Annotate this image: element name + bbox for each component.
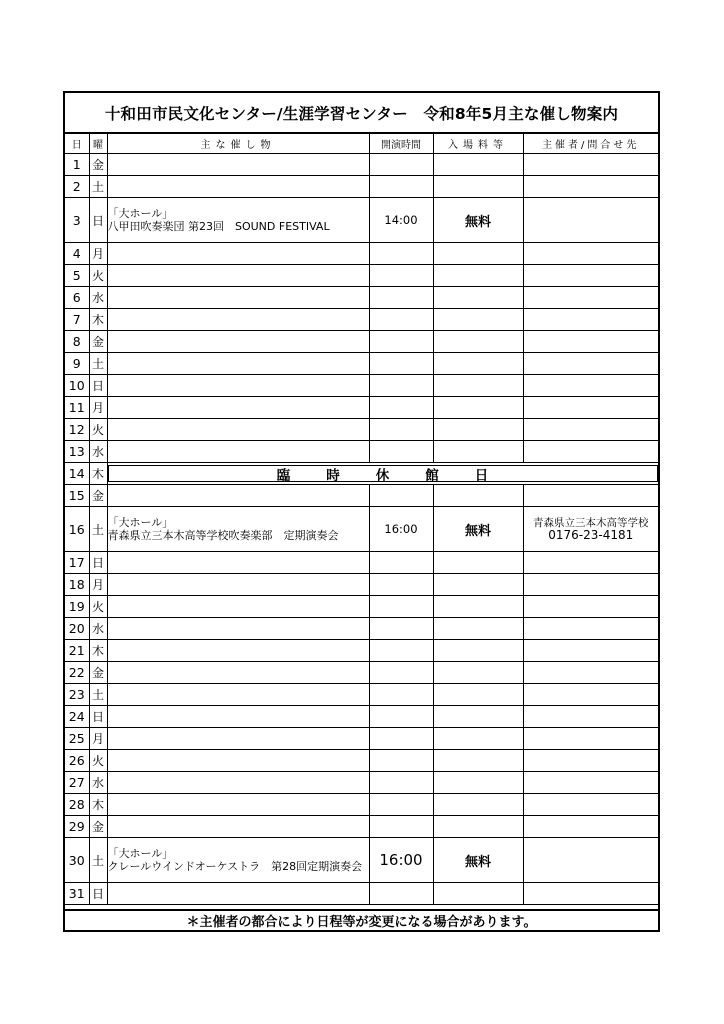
fee-cell bbox=[433, 618, 523, 640]
weekday-cell: 日 bbox=[89, 883, 107, 905]
header-time: 開演時間 bbox=[369, 134, 433, 154]
time-cell bbox=[369, 287, 433, 309]
table-row bbox=[65, 375, 658, 397]
event-title: クレールウインドオーケストラ 第28回定期演奏会 bbox=[107, 860, 363, 873]
organizer-cell bbox=[523, 662, 658, 684]
weekday-cell: 土 bbox=[89, 684, 107, 706]
table-row bbox=[65, 838, 658, 883]
time-cell bbox=[369, 176, 433, 198]
event-cell bbox=[107, 618, 369, 640]
schedule-table bbox=[65, 133, 658, 905]
organizer-cell bbox=[523, 243, 658, 265]
fee-cell bbox=[433, 176, 523, 198]
weekday-cell: 金 bbox=[89, 331, 107, 353]
fee-cell bbox=[433, 574, 523, 596]
time-cell bbox=[369, 684, 433, 706]
event-cell bbox=[107, 419, 369, 441]
organizer-cell bbox=[523, 640, 658, 662]
table-row bbox=[65, 441, 658, 463]
fee-cell bbox=[433, 331, 523, 353]
time-cell bbox=[369, 794, 433, 816]
fee-cell bbox=[433, 883, 523, 905]
organizer-cell bbox=[523, 883, 658, 905]
time-cell bbox=[369, 397, 433, 419]
fee-cell bbox=[433, 154, 523, 176]
table-row bbox=[65, 662, 658, 684]
table-row bbox=[65, 198, 658, 243]
fee-cell bbox=[433, 640, 523, 662]
day-cell: 26 bbox=[65, 750, 89, 772]
table-row bbox=[65, 794, 658, 816]
time-cell bbox=[369, 816, 433, 838]
time-cell bbox=[369, 640, 433, 662]
table-row bbox=[65, 750, 658, 772]
weekday-cell: 月 bbox=[89, 574, 107, 596]
fee-cell bbox=[433, 816, 523, 838]
event-venue: 「大ホール」 bbox=[107, 207, 174, 220]
table-row bbox=[65, 684, 658, 706]
organizer-cell bbox=[523, 596, 658, 618]
table-row bbox=[65, 265, 658, 287]
event-cell bbox=[107, 331, 369, 353]
organizer-cell bbox=[523, 728, 658, 750]
time-cell bbox=[369, 596, 433, 618]
fee-cell: 無料 bbox=[433, 507, 523, 552]
weekday-cell: 木 bbox=[89, 463, 107, 485]
organizer-cell bbox=[523, 287, 658, 309]
day-cell: 28 bbox=[65, 794, 89, 816]
table-row bbox=[65, 728, 658, 750]
fee-cell: 無料 bbox=[433, 838, 523, 883]
closed-notice-cell bbox=[107, 463, 658, 485]
organizer-cell bbox=[523, 419, 658, 441]
time-cell bbox=[369, 772, 433, 794]
event-cell bbox=[107, 353, 369, 375]
event-cell bbox=[107, 574, 369, 596]
day-cell: 7 bbox=[65, 309, 89, 331]
day-cell: 3 bbox=[65, 198, 89, 243]
event-cell bbox=[107, 772, 369, 794]
fee-cell bbox=[433, 265, 523, 287]
time-cell bbox=[369, 419, 433, 441]
time-cell bbox=[369, 309, 433, 331]
time-cell bbox=[369, 485, 433, 507]
organizer-cell bbox=[523, 552, 658, 574]
footer-note: ＊主催者の都合により日程等が変更になる場合があります。 bbox=[65, 909, 658, 930]
weekday-cell: 月 bbox=[89, 397, 107, 419]
table-row bbox=[65, 485, 658, 507]
event-cell bbox=[107, 154, 369, 176]
header-fee: 入場料等 bbox=[433, 134, 523, 154]
table-row bbox=[65, 463, 658, 485]
organizer-cell bbox=[523, 353, 658, 375]
fee-cell bbox=[433, 772, 523, 794]
organizer-cell bbox=[523, 684, 658, 706]
weekday-cell: 月 bbox=[89, 243, 107, 265]
page-title: 十和田市民文化センター/生涯学習センター 令和8年5月主な催し物案内 bbox=[65, 93, 658, 133]
day-cell: 5 bbox=[65, 265, 89, 287]
event-cell bbox=[107, 838, 369, 883]
day-cell: 16 bbox=[65, 507, 89, 552]
organizer-cell bbox=[523, 265, 658, 287]
header-dow: 曜 bbox=[89, 134, 107, 154]
fee-cell bbox=[433, 375, 523, 397]
organizer-cell bbox=[523, 618, 658, 640]
organizer-cell bbox=[523, 309, 658, 331]
event-cell bbox=[107, 441, 369, 463]
event-cell bbox=[107, 507, 369, 552]
event-cell bbox=[107, 243, 369, 265]
organizer-cell bbox=[523, 706, 658, 728]
weekday-cell: 日 bbox=[89, 552, 107, 574]
day-cell: 2 bbox=[65, 176, 89, 198]
day-cell: 27 bbox=[65, 772, 89, 794]
fee-cell bbox=[433, 353, 523, 375]
closed-notice: 臨時休館日 bbox=[108, 465, 658, 482]
fee-cell bbox=[433, 287, 523, 309]
day-cell: 30 bbox=[65, 838, 89, 883]
day-cell: 12 bbox=[65, 419, 89, 441]
event-cell bbox=[107, 750, 369, 772]
event-cell bbox=[107, 375, 369, 397]
weekday-cell: 水 bbox=[89, 772, 107, 794]
time-cell bbox=[369, 552, 433, 574]
fee-cell bbox=[433, 243, 523, 265]
day-cell: 11 bbox=[65, 397, 89, 419]
fee-cell bbox=[433, 728, 523, 750]
time-cell bbox=[369, 618, 433, 640]
weekday-cell: 土 bbox=[89, 353, 107, 375]
weekday-cell: 木 bbox=[89, 794, 107, 816]
event-title: 八甲田吹奏楽団 第23回 SOUND FESTIVAL bbox=[107, 220, 330, 233]
fee-cell bbox=[433, 441, 523, 463]
day-cell: 6 bbox=[65, 287, 89, 309]
table-row bbox=[65, 397, 658, 419]
table-row bbox=[65, 640, 658, 662]
day-cell: 19 bbox=[65, 596, 89, 618]
day-cell: 24 bbox=[65, 706, 89, 728]
weekday-cell: 水 bbox=[89, 618, 107, 640]
time-cell bbox=[369, 706, 433, 728]
organizer-phone: 0176-23-4181 bbox=[548, 528, 634, 542]
event-cell bbox=[107, 485, 369, 507]
weekday-cell: 水 bbox=[89, 287, 107, 309]
day-cell: 4 bbox=[65, 243, 89, 265]
weekday-cell: 月 bbox=[89, 728, 107, 750]
event-cell bbox=[107, 706, 369, 728]
organizer-cell bbox=[523, 794, 658, 816]
event-cell bbox=[107, 309, 369, 331]
table-row bbox=[65, 772, 658, 794]
weekday-cell: 土 bbox=[89, 838, 107, 883]
event-title: 青森県立三本木高等学校吹奏楽部 定期演奏会 bbox=[107, 529, 339, 542]
time-cell bbox=[369, 574, 433, 596]
organizer-cell bbox=[523, 507, 658, 552]
time-cell bbox=[369, 441, 433, 463]
fee-cell bbox=[433, 684, 523, 706]
time-cell bbox=[369, 662, 433, 684]
fee-cell bbox=[433, 794, 523, 816]
time-cell bbox=[369, 265, 433, 287]
weekday-cell: 火 bbox=[89, 596, 107, 618]
table-row bbox=[65, 596, 658, 618]
event-cell bbox=[107, 397, 369, 419]
time-cell bbox=[369, 728, 433, 750]
fee-cell bbox=[433, 552, 523, 574]
event-cell bbox=[107, 662, 369, 684]
time-cell bbox=[369, 883, 433, 905]
event-venue: 「大ホール」 bbox=[107, 847, 174, 860]
weekday-cell: 木 bbox=[89, 309, 107, 331]
header-row bbox=[65, 134, 658, 154]
weekday-cell: 土 bbox=[89, 176, 107, 198]
day-cell: 20 bbox=[65, 618, 89, 640]
event-cell bbox=[107, 883, 369, 905]
fee-cell bbox=[433, 662, 523, 684]
day-cell: 14 bbox=[65, 463, 89, 485]
day-cell: 8 bbox=[65, 331, 89, 353]
table-row bbox=[65, 618, 658, 640]
fee-cell bbox=[433, 750, 523, 772]
event-cell bbox=[107, 684, 369, 706]
day-cell: 13 bbox=[65, 441, 89, 463]
time-cell bbox=[369, 353, 433, 375]
table-row bbox=[65, 883, 658, 905]
organizer-name: 青森県立三本木高等学校 bbox=[533, 517, 649, 529]
table-row bbox=[65, 353, 658, 375]
table-row bbox=[65, 287, 658, 309]
weekday-cell: 日 bbox=[89, 706, 107, 728]
table-row bbox=[65, 154, 658, 176]
organizer-cell bbox=[523, 574, 658, 596]
header-day: 日 bbox=[65, 134, 89, 154]
event-cell bbox=[107, 640, 369, 662]
fee-cell: 無料 bbox=[433, 198, 523, 243]
event-venue: 「大ホール」 bbox=[107, 516, 174, 529]
table-row bbox=[65, 507, 658, 552]
fee-cell bbox=[433, 706, 523, 728]
fee-cell bbox=[433, 596, 523, 618]
fee-cell bbox=[433, 485, 523, 507]
weekday-cell: 日 bbox=[89, 198, 107, 243]
weekday-cell: 水 bbox=[89, 441, 107, 463]
table-row bbox=[65, 309, 658, 331]
weekday-cell: 金 bbox=[89, 816, 107, 838]
table-row bbox=[65, 243, 658, 265]
day-cell: 9 bbox=[65, 353, 89, 375]
time-cell bbox=[369, 331, 433, 353]
organizer-cell bbox=[523, 441, 658, 463]
header-event: 主な催し物 bbox=[107, 134, 369, 154]
day-cell: 18 bbox=[65, 574, 89, 596]
time-cell bbox=[369, 154, 433, 176]
weekday-cell: 金 bbox=[89, 154, 107, 176]
weekday-cell: 火 bbox=[89, 419, 107, 441]
organizer-cell bbox=[523, 154, 658, 176]
day-cell: 15 bbox=[65, 485, 89, 507]
event-cell bbox=[107, 198, 369, 243]
fee-cell bbox=[433, 419, 523, 441]
time-cell bbox=[369, 243, 433, 265]
weekday-cell: 火 bbox=[89, 750, 107, 772]
organizer-cell bbox=[523, 176, 658, 198]
organizer-cell bbox=[523, 331, 658, 353]
time-cell bbox=[369, 750, 433, 772]
organizer-cell bbox=[523, 816, 658, 838]
time-cell: 14:00 bbox=[369, 198, 433, 243]
time-cell: 16:00 bbox=[369, 838, 433, 883]
time-cell bbox=[369, 375, 433, 397]
organizer-cell bbox=[523, 198, 658, 243]
day-cell: 23 bbox=[65, 684, 89, 706]
organizer-cell bbox=[523, 750, 658, 772]
weekday-cell: 日 bbox=[89, 375, 107, 397]
fee-cell bbox=[433, 397, 523, 419]
day-cell: 1 bbox=[65, 154, 89, 176]
day-cell: 17 bbox=[65, 552, 89, 574]
event-cell bbox=[107, 728, 369, 750]
table-row bbox=[65, 331, 658, 353]
event-cell bbox=[107, 794, 369, 816]
event-cell bbox=[107, 596, 369, 618]
weekday-cell: 金 bbox=[89, 485, 107, 507]
day-cell: 22 bbox=[65, 662, 89, 684]
event-cell bbox=[107, 265, 369, 287]
organizer-cell bbox=[523, 772, 658, 794]
table-row bbox=[65, 816, 658, 838]
organizer-cell bbox=[523, 375, 658, 397]
event-cell bbox=[107, 816, 369, 838]
weekday-cell: 木 bbox=[89, 640, 107, 662]
organizer-cell bbox=[523, 397, 658, 419]
table-row bbox=[65, 176, 658, 198]
header-organizer: 主催者/問合せ先 bbox=[523, 134, 658, 154]
event-cell bbox=[107, 287, 369, 309]
table-row bbox=[65, 706, 658, 728]
schedule-sheet bbox=[63, 91, 660, 932]
day-cell: 25 bbox=[65, 728, 89, 750]
day-cell: 21 bbox=[65, 640, 89, 662]
fee-cell bbox=[433, 309, 523, 331]
event-cell bbox=[107, 552, 369, 574]
time-cell: 16:00 bbox=[369, 507, 433, 552]
table-row bbox=[65, 552, 658, 574]
weekday-cell: 金 bbox=[89, 662, 107, 684]
weekday-cell: 火 bbox=[89, 265, 107, 287]
organizer-cell bbox=[523, 838, 658, 883]
event-cell bbox=[107, 176, 369, 198]
table-row bbox=[65, 574, 658, 596]
table-row bbox=[65, 419, 658, 441]
day-cell: 10 bbox=[65, 375, 89, 397]
organizer-cell bbox=[523, 485, 658, 507]
weekday-cell: 土 bbox=[89, 507, 107, 552]
day-cell: 31 bbox=[65, 883, 89, 905]
day-cell: 29 bbox=[65, 816, 89, 838]
